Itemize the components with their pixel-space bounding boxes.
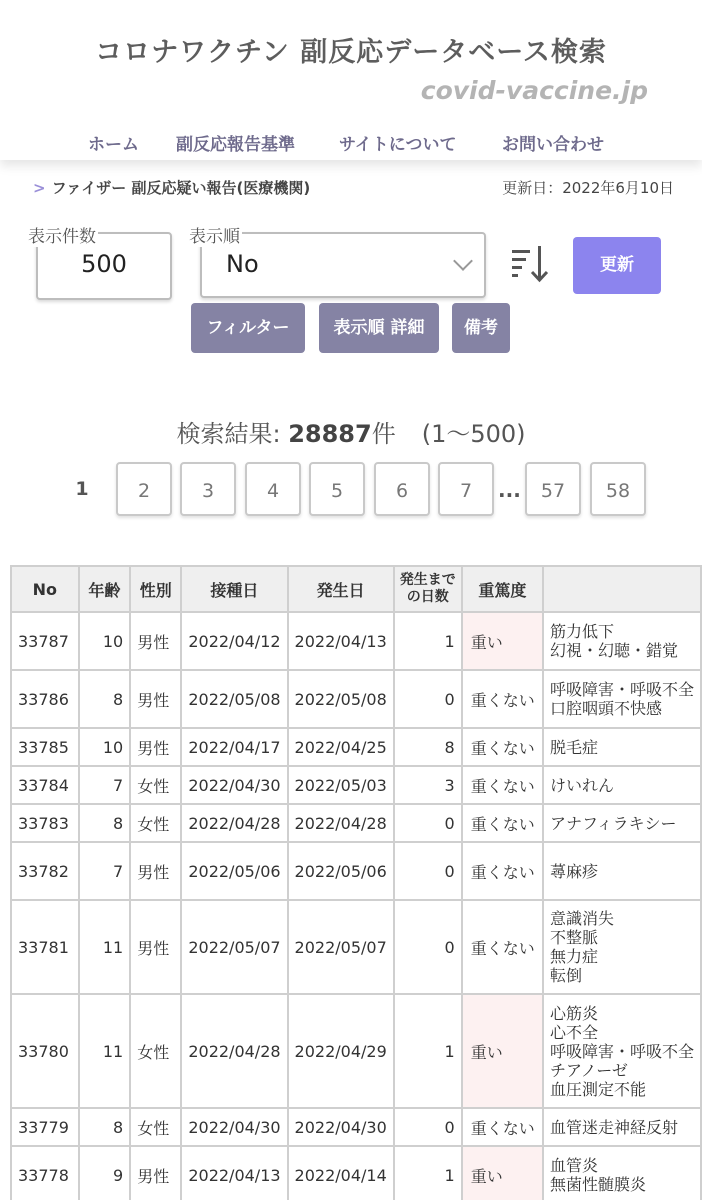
symptom-item: 不整脈	[549, 928, 598, 947]
symptom-item: 幻視・幻聴・錯覚	[549, 641, 678, 660]
order-detail-button[interactable]: 表示順 詳細	[319, 303, 439, 353]
symptom-item: 意識消失	[549, 909, 614, 928]
symptom-item: 転倒	[549, 966, 582, 985]
header-symptoms[interactable]	[543, 566, 701, 612]
results-count: 28887	[288, 420, 372, 448]
page-button[interactable]: 6	[374, 462, 430, 516]
cell-vaccinated-date: 2022/04/28	[181, 804, 287, 842]
cell-age: 8	[79, 804, 131, 842]
cell-no: 33785	[11, 728, 79, 766]
order-value[interactable]: No	[226, 250, 259, 278]
cell-onset-date: 2022/05/07	[288, 900, 394, 994]
cell-vaccinated-date: 2022/04/13	[181, 1146, 287, 1200]
symptom-item: チアノーゼ	[549, 1060, 628, 1080]
breadcrumb-arrow: >	[33, 179, 46, 197]
site-domain: covid-vaccine.jp	[420, 76, 648, 105]
cell-symptoms	[543, 670, 701, 728]
cell-severity: 重い	[462, 612, 543, 670]
table-row[interactable]	[11, 766, 701, 804]
cell-age: 8	[79, 670, 131, 728]
cell-sex: 男性	[130, 842, 181, 900]
cell-symptoms	[543, 612, 701, 670]
symptom-item: 脱毛症	[549, 737, 598, 757]
cell-severity: 重い	[462, 1146, 543, 1200]
cell-vaccinated-date: 2022/04/12	[181, 612, 287, 670]
cell-vaccinated-date: 2022/05/07	[181, 900, 287, 994]
cell-no: 33783	[11, 804, 79, 842]
symptom-item: 血圧測定不能	[549, 1079, 646, 1099]
table-row[interactable]	[11, 612, 701, 670]
cell-no: 33778	[11, 1146, 79, 1200]
results-range: (1〜500)	[421, 420, 526, 448]
cell-onset-date: 2022/04/30	[288, 1108, 394, 1146]
cell-age: 10	[79, 728, 131, 766]
cell-age: 7	[79, 842, 131, 900]
cell-severity: 重くない	[462, 728, 543, 766]
cell-age: 8	[79, 1108, 131, 1146]
cell-no: 33780	[11, 994, 79, 1108]
cell-onset-date: 2022/05/03	[288, 766, 394, 804]
symptom-item: 心不全	[549, 1022, 598, 1042]
cell-onset-date: 2022/04/25	[288, 728, 394, 766]
cell-age: 9	[79, 1146, 131, 1200]
symptom-item: 蕁麻疹	[549, 861, 598, 881]
cell-symptoms	[543, 728, 701, 766]
cell-symptoms	[543, 1108, 701, 1146]
page-button[interactable]: 57	[525, 462, 581, 516]
symptom-item: 血管迷走神経反射	[549, 1117, 678, 1137]
table-row[interactable]	[11, 670, 701, 728]
header-days[interactable]: 発生までの日数	[394, 566, 462, 612]
cell-no: 33782	[11, 842, 79, 900]
cell-days: 1	[394, 1146, 462, 1200]
table-row[interactable]	[11, 1108, 701, 1146]
symptom-item: 無菌性髄膜炎	[549, 1175, 646, 1194]
nav-report-criteria[interactable]: 副反応報告基準	[176, 135, 295, 155]
table-row[interactable]	[11, 900, 701, 994]
symptom-item: アナフィラキシー	[549, 813, 677, 833]
cell-no: 33784	[11, 766, 79, 804]
table-row[interactable]	[11, 994, 701, 1108]
page-button[interactable]: 2	[116, 462, 172, 516]
cell-severity: 重くない	[462, 804, 543, 842]
cell-vaccinated-date: 2022/04/30	[181, 766, 287, 804]
cell-no: 33787	[11, 612, 79, 670]
cell-age: 11	[79, 900, 131, 994]
chevron-down-icon[interactable]	[453, 251, 473, 271]
nav-about[interactable]: サイトについて	[339, 135, 457, 155]
cell-age: 10	[79, 612, 131, 670]
cell-vaccinated-date: 2022/04/30	[181, 1108, 287, 1146]
main-nav	[0, 130, 702, 156]
symptom-item: 呼吸障害・呼吸不全	[549, 680, 694, 699]
cell-onset-date: 2022/04/29	[288, 994, 394, 1108]
symptom-item: 血管炎	[549, 1156, 598, 1175]
cell-days: 1	[394, 612, 462, 670]
cell-sex: 女性	[130, 804, 181, 842]
results-table	[10, 565, 702, 1200]
page-ellipsis: ...	[498, 478, 521, 502]
page-button[interactable]: 5	[309, 462, 365, 516]
cell-sex: 男性	[130, 670, 181, 728]
page-button[interactable]: 7	[438, 462, 494, 516]
page-button[interactable]: 4	[245, 462, 301, 516]
table-row[interactable]	[11, 1146, 701, 1200]
header-severity[interactable]: 重篤度	[462, 566, 543, 612]
symptom-item: 心筋炎	[549, 1003, 598, 1023]
symptom-item: 口腔咽頭不快感	[549, 699, 662, 718]
cell-days: 0	[394, 670, 462, 728]
site-title[interactable]: コロナワクチン 副反応データベース検索	[95, 37, 607, 68]
nav-home[interactable]: ホーム	[88, 135, 139, 155]
header-age[interactable]: 年齢	[79, 566, 131, 612]
cell-symptoms	[543, 842, 701, 900]
cell-severity: 重くない	[462, 766, 543, 804]
filter-button[interactable]: フィルター	[191, 303, 305, 353]
table-row[interactable]	[11, 728, 701, 766]
order-label: 表示順	[187, 222, 242, 247]
cell-days: 0	[394, 900, 462, 994]
cell-onset-date: 2022/04/28	[288, 804, 394, 842]
page-current: 1	[75, 478, 89, 500]
cell-symptoms	[543, 1146, 701, 1200]
results-table-container[interactable]	[0, 560, 702, 1200]
table-row[interactable]	[11, 842, 701, 900]
cell-severity: 重くない	[462, 1108, 543, 1146]
cell-sex: 女性	[130, 1108, 181, 1146]
cell-symptoms	[543, 766, 701, 804]
table-header-row	[11, 566, 701, 612]
header-onset-date[interactable]: 発生日	[288, 566, 394, 612]
cell-vaccinated-date: 2022/04/28	[181, 994, 287, 1108]
page-button[interactable]: 3	[180, 462, 236, 516]
cell-onset-date: 2022/05/08	[288, 670, 394, 728]
cell-days: 1	[394, 994, 462, 1108]
cell-severity: 重い	[462, 994, 543, 1108]
symptom-item: けいれん	[549, 775, 614, 795]
cell-no: 33786	[11, 670, 79, 728]
order-select[interactable]	[200, 232, 486, 298]
breadcrumb	[33, 177, 310, 198]
page-button[interactable]: 58	[590, 462, 646, 516]
cell-sex: 男性	[130, 900, 181, 994]
table-row[interactable]	[11, 804, 701, 842]
results-summary	[0, 414, 702, 449]
site-header	[0, 0, 702, 160]
count-label: 表示件数	[26, 222, 98, 247]
cell-onset-date: 2022/05/06	[288, 842, 394, 900]
header-vaccinated-date[interactable]: 接種日	[181, 566, 287, 612]
cell-no: 33779	[11, 1108, 79, 1146]
cell-symptoms	[543, 994, 701, 1108]
results-prefix: 検索結果:	[176, 420, 289, 448]
header-no[interactable]: No	[11, 566, 79, 612]
cell-age: 11	[79, 994, 131, 1108]
results-suffix: 件	[371, 420, 396, 448]
cell-no: 33781	[11, 900, 79, 994]
nav-contact[interactable]: お問い合わせ	[502, 135, 604, 155]
cell-severity: 重くない	[462, 670, 543, 728]
cell-days: 0	[394, 842, 462, 900]
cell-vaccinated-date: 2022/05/08	[181, 670, 287, 728]
cell-symptoms	[543, 900, 701, 994]
cell-onset-date: 2022/04/13	[288, 612, 394, 670]
cell-sex: 男性	[130, 728, 181, 766]
cell-days: 0	[394, 804, 462, 842]
cell-days: 8	[394, 728, 462, 766]
cell-sex: 女性	[130, 994, 181, 1108]
sort-descending-icon[interactable]	[510, 244, 550, 284]
cell-severity: 重くない	[462, 900, 543, 994]
symptom-item: 筋力低下	[549, 622, 614, 641]
cell-vaccinated-date: 2022/05/06	[181, 842, 287, 900]
cell-onset-date: 2022/04/14	[288, 1146, 394, 1200]
breadcrumb-text[interactable]: ファイザー 副反応疑い報告(医療機関)	[51, 179, 311, 197]
update-button[interactable]: 更新	[573, 237, 661, 294]
cell-sex: 女性	[130, 766, 181, 804]
cell-sex: 男性	[130, 612, 181, 670]
header-sex[interactable]: 性別	[130, 566, 181, 612]
cell-sex: 男性	[130, 1146, 181, 1200]
symptom-item: 呼吸障害・呼吸不全	[549, 1041, 694, 1061]
notes-button[interactable]: 備考	[452, 303, 510, 353]
count-value[interactable]: 500	[81, 250, 127, 278]
symptom-item: 無力症	[549, 947, 598, 966]
cell-days: 3	[394, 766, 462, 804]
cell-severity: 重くない	[462, 842, 543, 900]
cell-age: 7	[79, 766, 131, 804]
updated-date: 更新日：2022年6月10日	[502, 179, 674, 197]
cell-symptoms	[543, 804, 701, 842]
cell-vaccinated-date: 2022/04/17	[181, 728, 287, 766]
cell-days: 0	[394, 1108, 462, 1146]
